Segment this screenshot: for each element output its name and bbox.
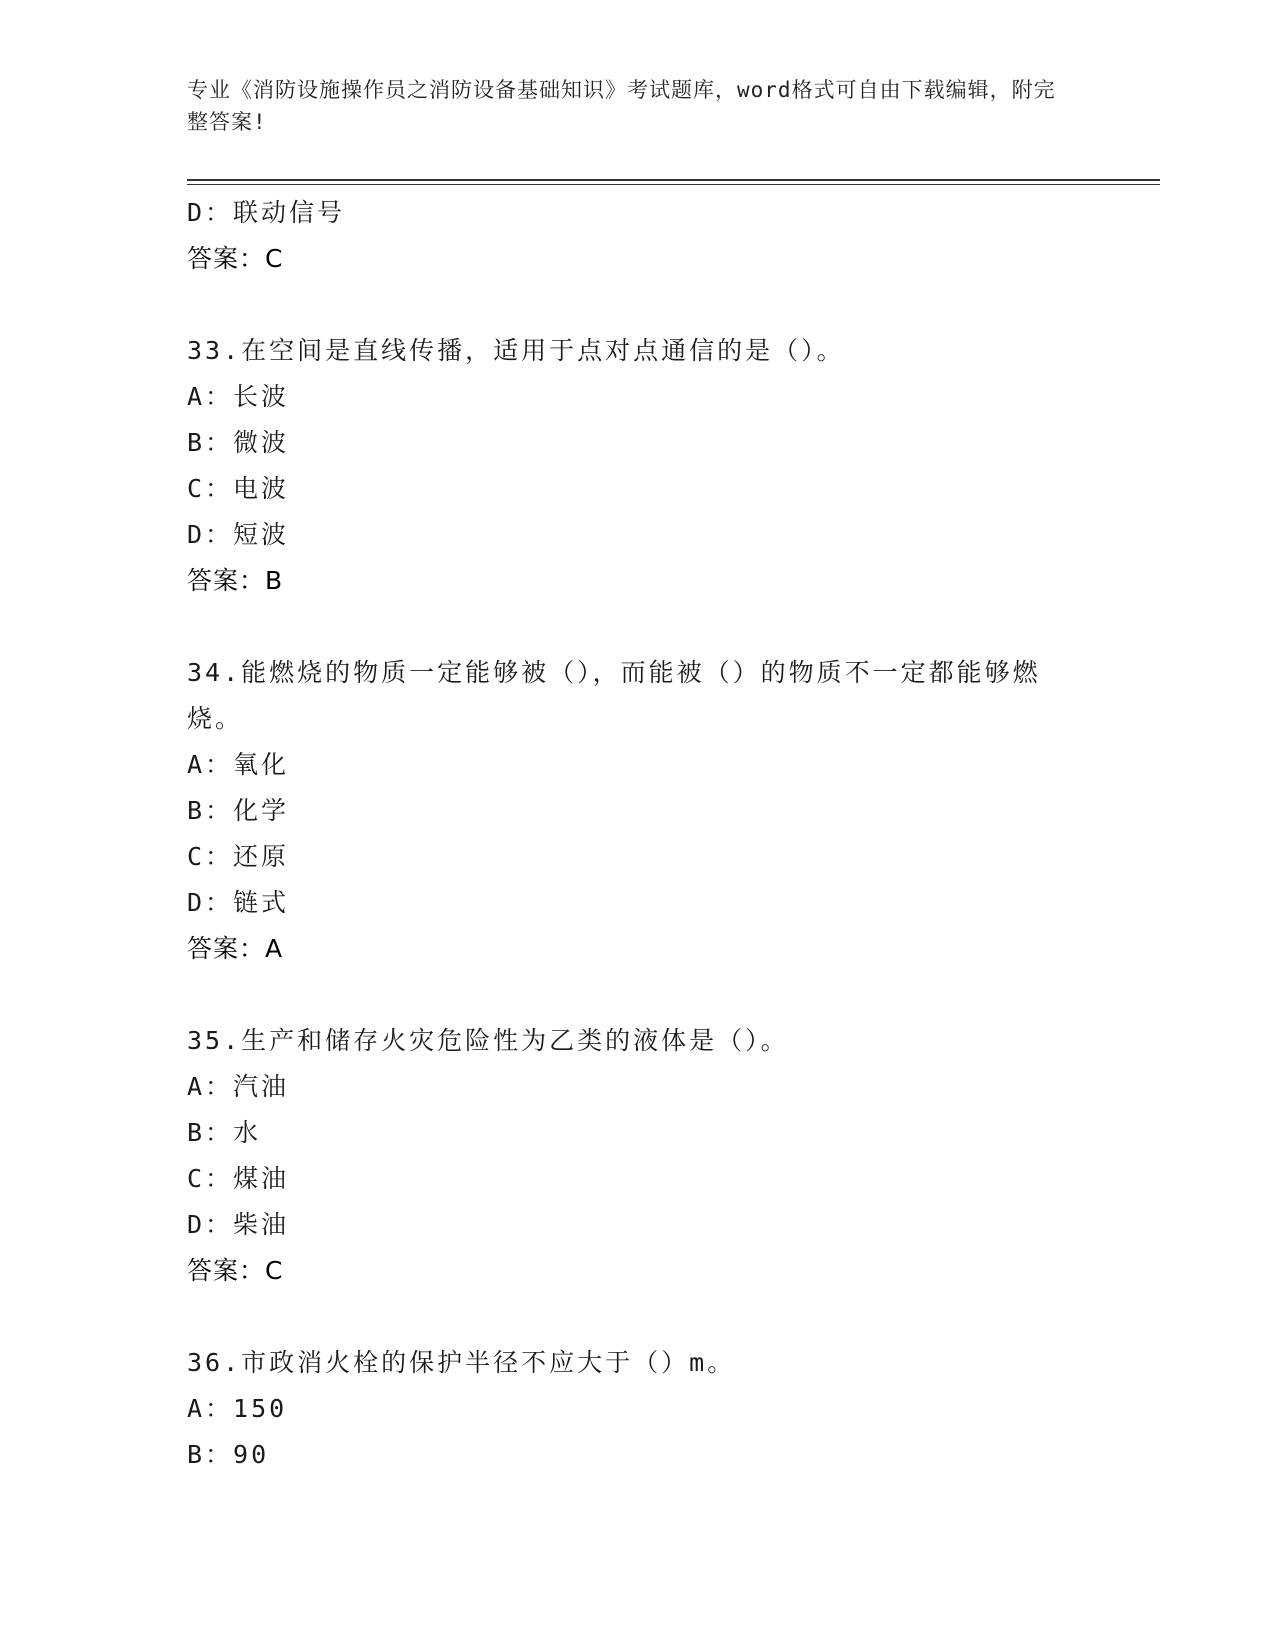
question-stem-line-1: 34.能燃烧的物质一定能够被（），而能被（）的物质不一定都能够燃 <box>187 658 1041 687</box>
question-answer: 答案：C <box>187 1256 284 1285</box>
question-35 <box>187 1018 1087 1294</box>
question-spacer <box>187 604 1087 650</box>
previous-question-option-d: D：联动信号 <box>187 198 346 227</box>
question-option: B：90 <box>187 1440 270 1469</box>
question-option: D：短波 <box>187 520 290 549</box>
header-note: 专业《消防设施操作员之消防设备基础知识》考试题库，word格式可自由下载编辑，附完整答案! <box>187 78 1056 134</box>
question-option: A：长波 <box>187 382 290 411</box>
question-option: A：汽油 <box>187 1072 290 1101</box>
question-option: C：电波 <box>187 474 290 503</box>
previous-question-answer: 答案：C <box>187 244 284 273</box>
header-divider <box>187 179 1160 185</box>
question-33 <box>187 328 1087 604</box>
question-option: B：微波 <box>187 428 290 457</box>
question-36 <box>187 1340 1087 1478</box>
question-spacer <box>187 1294 1087 1340</box>
question-answer: 答案：A <box>187 934 284 963</box>
question-spacer <box>187 282 1087 328</box>
question-option: B：水 <box>187 1118 262 1147</box>
question-option: A：氧化 <box>187 750 290 779</box>
question-stem: 33.在空间是直线传播，适用于点对点通信的是（）。 <box>187 336 845 365</box>
question-stem: 36.市政消火栓的保护半径不应大于（）m。 <box>187 1348 736 1377</box>
question-34 <box>187 650 1087 972</box>
question-option: A：150 <box>187 1394 288 1423</box>
question-option: B：化学 <box>187 796 290 825</box>
question-option: C：还原 <box>187 842 290 871</box>
question-option: C：煤油 <box>187 1164 290 1193</box>
question-stem-line-2: 烧。 <box>187 704 244 733</box>
question-stem: 35.生产和储存火灾危险性为乙类的液体是（）。 <box>187 1026 789 1055</box>
question-spacer <box>187 972 1087 1018</box>
question-answer: 答案：B <box>187 566 284 595</box>
question-option: D：柴油 <box>187 1210 290 1239</box>
question-list <box>187 190 1087 1478</box>
question-option: D：链式 <box>187 888 290 917</box>
